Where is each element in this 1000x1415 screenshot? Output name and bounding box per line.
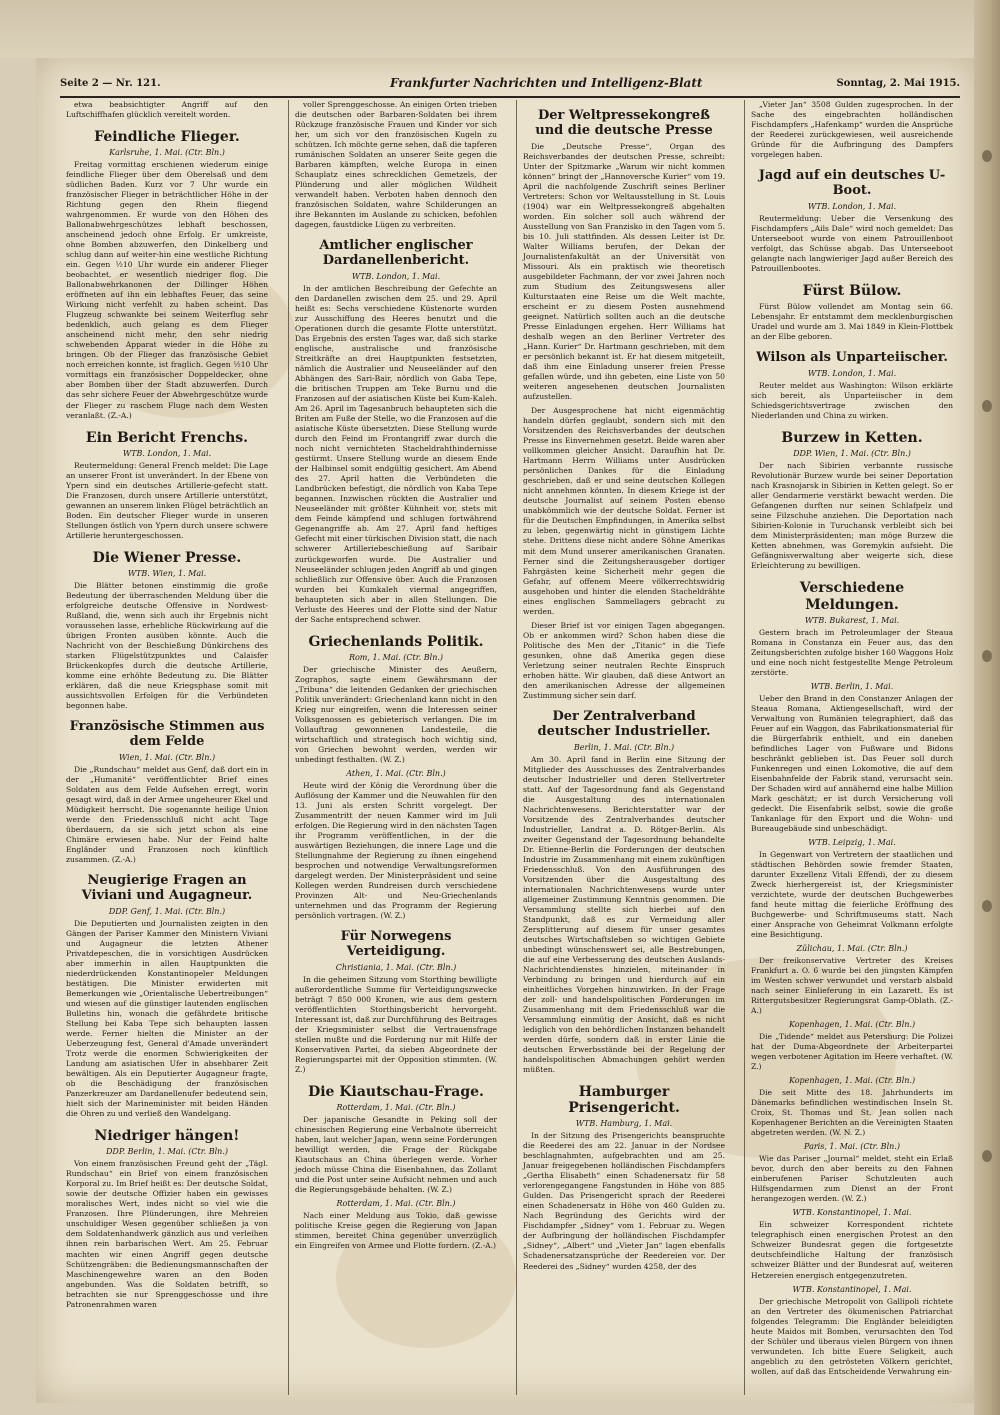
columns-container <box>60 100 960 1395</box>
article-dateline: Rom, 1. Mai. (Ctr. Bln.) <box>348 652 444 662</box>
article-paragraph: In der amtlichen Beschreibung der Gefechte an den Dardanellen zwischen dem 25. und 29. April heißt es: Sechs verschiedene Küstenorte wurden zur Ausschiffung des Heeres benutzt und die Operationen durch die gesamte Flotte unterstützt. Das Ergebnis des ersten Tages war, daß sich starke englische, australische und französische Streitkräfte an drei Hauptpunkten festsetzten, nämlich die Australier und Neuseeländer auf den Abhängen des Sari-Bair, nördlich von Gaba Tepe, die britischen Truppen am Teke Burnu und die Franzosen auf der asiatischen Küste bei Kum-Kaleh. Am 26. April im Tagesanbruch behaupteten sich die Briten am Fuße der Stelle, wo die Franzosen auf die asiatische Küste übersetzten. Diese Stellung wurde durch den Feind im Frontangriff zwar durch die noch nicht vernichteten Stacheldrahthindernisse gestürmt. Unsere Stellung wurde an diesem Ende der Halbinsel somit endgültig gesichert. Am Abend des 27. April hatten die Verbündeten die Landbrücken befestigt, die nördlich von Kaba Tepe begannen. Inzwischen rückten die Australier und Neuseeländer mit größter Kühnheit vor, stets mit dem Feinde kämpfend und schlugen fortwährend Gegenangriffe ab. Am 27. April fand heftiges Gefecht mit einer türkischen Division statt, die nach schwerer Artilleriebeschießung auf Saribair zurückgeworfen wurde. Die Australier und Neuseeländer schlugen jeden Angriff ab und gingen schließlich zur Offensive über. Auch die Franzosen wurden bei Kumkaleh viermal angegriffen, behaupteten sich aber in allen Stellungen. Die Verluste des Heeres und der Flotte sind der Natur der Sache entsprechend schwer. <box>295 284 497 624</box>
article-paragraph: In die geheimen Sitzung vom Storthing bewilligte außerordentliche Summe für Verteidigungszwecke beträgt 7 850 000 Kronen, wie aus dem gestern veröffentlichten Storthingsbericht hervorgeht. Interessant ist, daß zur Durchführung des Beitrages der Kriegsminister selbst die Vertrauensfrage stellen mußte und die Forderung nur mit Hilfe der Konservativen Partei, da sieben Abgeordnete der Regierungspartei mit der Opposition stimmten. (W. Z.) <box>295 974 497 1075</box>
article-dateline: WTB. Bukarest, 1. Mai. <box>804 615 900 625</box>
article-paragraph: Ueber den Brand in den Constanzer Anlagen der Steaua Romana, Aktiengesellschaft, wird der Verwaltung von Rumänien telegraphiert, daß das Feuer auf ein Waggon, das Fabrikationsmaterial für die Bürgerfabrik enthielt, und ein daneben befindliches Lager von Fußware und Bidons beschränkt geblieben ist. Das Feuer soll durch Funkenregen und einen Lokomotive, die auf dem Eisenbahnfelde der Fabrik stand, verursacht sein. Der Schaden wird auf annähernd eine halbe Million Mark geschätzt; er ist durch Versicherung voll gedeckt. Die Eisenfabrik selbst, sowie die große Tankanlage für den Export und die Wohn- und Bureaugebäude sind unbeschädigt. <box>751 693 953 833</box>
article-paragraph: Freitag vormittag erschienen wiederum einige feindliche Flieger über dem Oberelsaß und dem südlichen Baden. Kurz vor 7 Uhr wurde ein französischer Flieger in beträchtlicher Höhe in der Richtung gegen den Rhein fliegend wahrgenommen. Er wurde von den Höhen des Ballonabwehrgeschützes lebhaft beschossen, anscheinend jedoch ohne Erfolg. Er umkreiste, ohne Bomben abzuwerfen, den Dinkelberg und schlug dann auf weiter-hin eine westliche Richtung ein. Gegen ½10 Uhr wurde ein anderer Flieger beobachtet, er wesentlich niedriger flog. Die Ballonabwehrkanonen der Dillinger Höhen eröffneten auf ihn ein lebhaftes Feuer, das seine Wirkung nicht verfehlt zu haben scheint. Das Flugzeug schwankte bei seinem Weiterflug sehr bedenklich, auch gelang es dem Flieger anscheinend nicht mehr, den sehr niedrig schwebenden Apparat wieder in die Höhe zu bringen. Ob der Flieger das französische Gebiet noch erreichen konnte, ist fraglich. Gegen ½10 Uhr vormittags ein französischer Doppeldecker, ohne aber Bomben über der Stadt abzuwerfen. Durch das sehr sichere Feuer der Abwehrgeschütze wurde der Flieger zu raschem Fluge nach dem Westen veranlaßt. (Z.-A.) <box>66 160 268 420</box>
article <box>523 109 725 701</box>
article-paragraph: Der freikonservative Vertreter des Kreises Frankfurt a. O. 6 wurde bei den jüngsten Kämpfen im Westen schwer verwundet und verstarb alsbald nach seiner Einlieferung in ein Lazarett. Es ist Rittergutsbesitzer Regierungsrat Gamp-Oblath. (Z.-A.) <box>751 956 953 1016</box>
binding-edge <box>974 0 1000 1415</box>
article <box>295 930 497 1075</box>
article-headline: Der Zentralverband deutscher Industrieller. <box>537 708 711 739</box>
article <box>751 580 953 677</box>
article-dateline: Kopenhagen, 1. Mai. (Ctr. Bln.) <box>788 1020 916 1030</box>
article <box>751 430 953 571</box>
article-headline: Ein Bericht Frenchs. <box>85 429 249 446</box>
article <box>66 129 268 421</box>
article-paragraph: Fürst Bülow vollendet am Montag sein 66. Lebensjahr. Er entstammt dem mecklenburgischen Uradel und wurde am 3. Mai 1849 in Klein-Flottbek an der Elbe geboren. <box>751 302 953 342</box>
article-paragraph: In der Sitzung des Prisengerichts beanspruchte die Reederei des am 22. Januar in der Nordsee beschlagnahmten, aufgebrachten und am 25. Januar freigegebenen holländischen Fischdampfers „Gertha Elisabeth“ einen Schadenersatz für 58 verlorengegangene Fangstunden in Höhe von 885 Gulden. Das Prisengericht sprach der Reederei einen Schadenersatz in Höhe von 460 Gulden zu. Nach Begründung des Gerichts wird der Fischdampfer „Sidney“ vom 1. Februar zu. Wegen der Aufbringung der holländischen Fischdampfer „Sidney“, „Albert“ und „Vieter Jan“ lagen ebenfalls Schadenersatzansprüche der Reedereien vor. Der Reederei des „Sidney“ wurden 4258, der des <box>523 1131 725 1271</box>
article <box>66 874 268 1119</box>
article-dateline: WTB. Wien, 1. Mai. <box>127 568 207 578</box>
article-paragraph: Der nach Sibirien verbannte russische Revolutionär Burzew wurde bei seiner Deportation nach Krasnojarsk in Sibirien in Ketten gelegt. So er aller Gendarmerie verstärkt bewacht werden. Die Gefangenen durften nur seinen Schlafpelz und seine Filzschuhe anziehen. Die Deportation nach Sibirien-Kolonie in Turuchansk verbleibt sich bei dem Ministerpräsidenten; man möge Burzew die Ketten abnehmen, was Goremykin aufsieht. Die Gefängnisverwaltung aber weigerte sich, diese Erleichterung zu bewilligen. <box>751 461 953 571</box>
scan-top-margin <box>0 0 1000 58</box>
article-paragraph: Reuter meldet aus Washington: Wilson erklärte sich bereit, als Unparteiischer in dem Schiedsgerichtsvertrage zwischen den Niederlanden und China zu wirken. <box>751 381 953 421</box>
masthead <box>60 74 960 98</box>
article-headline: Griechenlands Politik. <box>308 633 484 650</box>
article <box>751 283 953 342</box>
article-paragraph: Am 30. April fand in Berlin eine Sitzung der Mitglieder des Ausschusses des Zentralverbandes deutscher Industrieller und deren Stellvertreter statt. Auf der Tagesordnung fand als Gegenstand die Ausgestaltung des internationalen Nachrichtenwesens. Berichterstatter war der Vorsitzende des Zentralverbandes deutscher Industrieller, Landrat a. D. Rötger-Berlin. Als zweiter Gegenstand der Tagesordnung behandelte Dr. Etienne-Berlin die Forderungen der deutschen Industrie im Zusammenhang mit einem zukünftigen Friedensschluß. Von den Ausführungen des Vorsitzenden über die Ausgestaltung des internationalen Nachrichtenwesens wurde unter allgemeiner Zustimmung Kenntnis genommen. Die Versammlung stellte sich hierbei auf den Standpunkt, daß es zur Vermeidung aller Zersplitterung auf diesem für unser gesamtes deutsches Wirtschaftsleben so wichtigen Gebiete unbedingt wünschenswert sei, alle Bestrebungen, die auf eine Verbesserung des deutschen Auslands-Nachrichtendienstes hinzielen, miteinander in Verbindung zu bringen und hierdurch auf ein einheitliches Vorgehen hinzuwirken. In der Frage der zoll- und handelspolitischen Forderungen im Zusammenhang mit dem Friedensschluß war die Versammlung einmütig der Ansicht, daß es nicht lediglich von den behördlichen Instanzen behandelt werden dürfe, sondern daß in erster Linie die deutschen Erwerbsstände bei der Regelung der handelspolitischen Abmachungen gehört werden müßten. <box>523 754 725 1075</box>
article-dateline: Zülichau, 1. Mai. (Ctr. Bln.) <box>796 944 908 954</box>
article <box>751 1285 953 1377</box>
article-headline: Der Weltpressekongreß und die deutsche Presse <box>535 108 713 138</box>
article-paragraph: Wie das Pariser „Journal“ meldet, steht ein Erlaß bevor, durch den aber bereits zu den Fahnen einberufenen Pariser Schutzleuten auch Hilfsgendarmen zum Dienst an der Front herangezogen werden. (W. Z.) <box>751 1154 953 1204</box>
article <box>295 634 497 765</box>
article-paragraph: „Vieter Jan“ 3508 Gulden zugesprochen. In der Sache des eingebrachten holländischen Fischdampfers „Hafenkamp“ wurden die Ansprüche der Reederei zurückgewiesen, weil ausreichende Gründe für die Aufbringung des Dampfers vorgelegen haben. <box>751 100 953 160</box>
article <box>751 1020 953 1072</box>
article-dateline: WTB. London, 1. Mai. <box>351 272 441 282</box>
article <box>295 100 497 230</box>
article-paragraph: voller Sprenggeschosse. An einigen Orten trieben die deutschen oder Barbaren-Soldaten bei ihrem Rückzuge französische Frauen und Kinder vor sich her, um sich vor den französischen Kugeln zu schützen. Ich möchte gerne sehen, daß die tapferen rumänischen Soldaten an unserer Seite gegen die Barbaren kämpften, welche Europa in einen Schauplatz eines schrecklichen Gemetzels, der Plünderung und aller möglichen Wildheit verwandelt haben. Verboten haben dennoch den französischen Soldaten, wahre Schilderungen an ihre Bekannten im Auslande zu schicken, befohlen dagegen, faustdicke Lügen zu verbreiten. <box>295 100 497 230</box>
article-paragraph: Reutermeldung: General French meldet: Die Lage an unserer Front ist unverändert. In der Ebene von Ypern sind ein deutsches Artillerie-gefecht statt. Die Franzosen, durch unsere Artillerie unterstützt, gewannen an unserem linken Flügel beträchtlich an Boden. Ein deutscher Flieger wurde in unseren Stellungen östlich von Ypern durch unsere schwere Artillerie heruntergeschossen. <box>66 460 268 540</box>
article-headline: Französische Stimmen aus dem Felde <box>69 719 265 749</box>
article-dateline: DDP. Genf, 1. Mai. (Ctr. Bln.) <box>108 906 226 916</box>
article <box>66 100 268 120</box>
article <box>751 351 953 421</box>
article-paragraph: Der Ausgesprochene hat nicht eigenmächtig handeln dürfen geglaubt, sondern sich mit den Vorsitzenden des Reichsverbandes der deutschen Presse ins Einvernehmen gesetzt. Beide waren aber vollkommen gleicher Ansicht. Daraufhin hat Dr. Hartmann Herrn Williams unter Ausdrücken persönlichen Dankes für die Einladung geschrieben, daß er und seine deutschen Kollegen nicht annehmen könnten. In diesem Kriege ist der deutsche Journalist auf seinem Posten ebenso unabkömmlich wie der deutsche Soldat. Ferner ist für die Deutschen Empfindungen, in Amerika selbst zu leben, gegenwärtig nicht in günstigem Lichte stehe. Drittens diese nicht andere Söhne Amerikas mit dem Mund unserer amerikanischen Granaten. Ferner sind die Zeitungsherausgeber dortiger Fahrgästen keine Sicherheit mehr gegen die Gefahr, auf offenem Meere völkerrechtswidrig ausgehoben und hinter die elenden Stacheldrähte eines englischen Sammellagers gebracht zu werden. <box>523 406 725 616</box>
article-headline: Niedriger hängen! <box>94 1128 240 1145</box>
article-headline: Verschiedene Meldungen. <box>799 580 905 613</box>
article-paragraph: Die Blätter betonen einstimmig die große Bedeutung der überraschenden Meldung über die erfolgreiche deutsche Offensive in Nordwest-Rußland, die, wenn sich auch ihr Ergebnis nicht voraussehen lasse, erhebliche Rückwirkung auf die übrigen Fronten ausüben könnte. Auch die Nachricht von der Beschießung Dünkirchens des starken Flügelstützpunktes und Calaisfer Brückenkopfes durch die deutsche Artillerie, komme eine erhöhte Bedeutung zu. Die Blätter erklären, daß die neue Kriegsphase somit mit aussichtsvollen Erfolgen für die Verbündeten begonnen habe. <box>66 580 268 711</box>
article <box>751 838 953 940</box>
article <box>751 1208 953 1280</box>
page-number: Seite 2 — Nr. 121. <box>60 78 161 89</box>
article-paragraph: Die „Deutsche Presse“, Organ des Reichsverbandes der deutschen Presse, schreibt: Unter der Spitzmarke „Warum wir nicht kommen können“ bringt der „Hannoversche Kurier“ vom 19. April die nachfolgende Zuschrift seines Berliner Vertreters: Schon vor Weltausstellung in St. Louis (1904) war ein Weltpressekongreß abgehalten worden. Ein solcher soll auch während der Ausstellung von San Franzisko in den Tagen vom 5. bis 10. Juli stattfinden. Als dessen Leiter ist Dr. Walter Williams berufen, der Dekan der Journalistenfakultät an der Universität von Missouri. Als ein praktisch wie theoretisch ausgebildeter Fachmann, der vor zwei Jahren noch zum Studium des Zeitungswesens aller Kulturstaaten eine Reise um die Welt machte, erscheint er zu diesem Posten ausnehmend geeignet. Natürlich sollten auch an die deutsche Presse Einladungen ergehen. Herr Williams hat deshalb wegen an den Berliner Vertreter des „Hann. Kurier“ Dr. Hartmann geschrieben, mit dem er persönlich bekannt ist. Er hat diesem mitgeteilt, daß ihm eine Einladung unserer freien Presse gefallen würde, und ihn gebeten, eine Liste von 50 weiteren angesehenen deutschen Journalisten aufzustellen. <box>523 141 725 402</box>
article-headline: Amtlicher englischer Dardanellenbericht. <box>319 238 473 269</box>
article <box>751 100 953 160</box>
article <box>295 1199 497 1251</box>
article-headline: Die Kiautschau-Frage. <box>308 1084 484 1101</box>
article-dateline: WTB. Berlin, 1. Mai. <box>810 681 894 691</box>
article-paragraph: Die „Tidende“ meldet aus Petersburg: Die Polizei hat der Duma-Abgeordnete der Arbeiterpartei wegen verbotener Agitation im Heere verhaftet. (W. Z.) <box>751 1032 953 1072</box>
article-paragraph: Die seit Mitte des 18. Jahrhunderts im Dänemarks befindlichen westindischen Inseln St. Croix, St. Thomas und St. Jean sollen nach Kopenhagener Berichten an die Vereinigten Staaten abgetreten werden. (W. N. Z.) <box>751 1088 953 1138</box>
article-dateline: Kopenhagen, 1. Mai. (Ctr. Bln.) <box>788 1076 916 1086</box>
article-dateline: DDP. Wien, 1. Mai. (Ctr. Bln.) <box>793 449 911 459</box>
article-headline: Hamburger Prisengericht. <box>568 1084 680 1117</box>
column-1 <box>60 100 274 1395</box>
article-headline: Jagd auf ein deutsches U-Boot. <box>758 168 946 199</box>
article-headline: Burzew in Ketten. <box>781 430 923 447</box>
article-dateline: Karlsruhe, 1. Mai. (Ctr. Bln.) <box>109 148 225 158</box>
article-dateline: Rotterdam, 1. Mai. (Ctr. Bln.) <box>336 1103 456 1113</box>
article <box>751 169 953 274</box>
article-paragraph: Nach einer Meldung aus Tokio, daß gewisse politische Kreise gegen die Regierung von Japan stimmen, bereitet China gegenüber unverzüglich ein Eingreifen von Armee und Flotte fordern. (Z.-A.) <box>295 1211 497 1251</box>
article <box>295 239 497 624</box>
article-paragraph: Der griechische Metropolit von Gallipoli richtete an den Vertreter des ökumenischen Patriarchat folgendes Telegramm: Die Engländer beleidigten heute Maidos mit Bomben, verursachten den Tod der Schüler und überaus vielen Bürgern von ihnen verwundeten. Ich bitte Euere Seligkeit, auch angeblich zu den getrösteten Völkern gerichtet, wollen, auf daß das Entscheidende Verwahrung ein- <box>751 1296 953 1376</box>
article-dateline: Rotterdam, 1. Mai. (Ctr. Bln.) <box>336 1199 456 1209</box>
article <box>751 944 953 1016</box>
article <box>295 769 497 921</box>
newspaper-page <box>36 58 976 1403</box>
article-dateline: Berlin, 1. Mai. (Ctr. Bln.) <box>573 742 675 752</box>
article-dateline: WTB. London, 1. Mai. <box>122 448 212 458</box>
article-paragraph: Dieser Brief ist vor einigen Tagen abgegangen. Ob er ankommen wird? Schon haben diese die Politische des Men der „Titanic“ in die Tiefe gesunken, ohne daß Amerika gegen diese Verletzung seiner neutralen Rechte Einspruch erhoben hätte. Wir glauben, daß diese Antwort an den amerikanischen Adresse der allgemeinen Zustimmung sicher sein darf. <box>523 620 725 700</box>
article-headline: Fürst Bülow. <box>802 283 902 300</box>
article <box>295 1084 497 1195</box>
article-paragraph: In Gegenwart von Vertretern der staatlichen und städtischen Behörden sowie fremder Staaten, darunter Exzellenz Vitali Effendi, der zu diesem Zweck hierhergereist ist, der Kriegsminister verzichtete, wurde der deutschen Buchgewerbes fand heute mittag die feierliche Eröffnung des Buchgewerbe- und Schriftmuseums statt. Nach einer Ansprache von Geheimrat Volkmann erfolgte eine Besichtigung. <box>751 849 953 940</box>
article-headline: Neugierige Fragen an Viviani und Augagneur. <box>81 873 253 904</box>
article-dateline: WTB. Hamburg, 1. Mai. <box>575 1119 673 1129</box>
article-headline: Feindliche Flieger. <box>94 129 240 146</box>
article-paragraph: Reutermeldung: Ueber die Versenkung des Fischdampfers „Ails Dale“ wird noch gemeldet: Das Unterseeboot wurde von einem Patrouillenboot verfolgt, das Schüsse abgab. Das Unterseeboot gelangte nach langwieriger Jagd außer Bereich des Patrouillenbootes. <box>751 213 953 274</box>
article <box>66 720 268 865</box>
article <box>66 430 268 541</box>
article-headline: Die Wiener Presse. <box>92 549 242 566</box>
article <box>751 1142 953 1204</box>
article-paragraph: Die „Rundschau“ meldet aus Genf, daß dort ein in der „Humanité“ veröffentlichter Brief eines Soldaten aus dem Felde Aufsehen erregt, worin gesagt wird, daß in der Armee ungeheurer Ekel und Müdigkeit herrscht. Die sogenannte heilige Union werde den Friedensschluß nicht acht Tage überdauern, da sie sich jetzt schon als eine Chimäre erwiesen habe. Nur der Feind halte Engländer und Franzosen noch künftlich zusammen. (Z.-A.) <box>66 764 268 865</box>
article-paragraph: Von einem französischen Freund geht der „Tägl. Rundschau“ ein Brief von einem französischen Korporal zu. Im Brief heißt es: Der deutsche Soldat, sowie der deutsche Offizier haben ein gewisses moralisches Wert, indes nicht so viel wie die Franzosen. Ihre Plünderungen, ihre Mehreien unschuldiger Wesen gegenüber schließen ja von dem Soldatenhandwerk gänzlich aus und verleihen ihnen rein barbarischen Wert. Am 25. Februar machten wir einen Angriff gegen deutsche Schützengräben: die Bedienungsmannschaften der Maschinengewehre waren an den Boden angebunden. Was die Soldaten betrifft, so betrachten sie nur Sprenggeschosse und ihre Patronenrahmen waren <box>66 1159 268 1309</box>
article <box>66 1128 268 1309</box>
article-dateline: WTB. Konstantinopel, 1. Mai. <box>792 1284 912 1294</box>
article <box>66 550 268 711</box>
article <box>751 682 953 834</box>
article-paragraph: etwa beabsichtigter Angriff auf den Luftschiffhafen glücklich vereitelt worden. <box>66 100 268 120</box>
newspaper-title: Frankfurter Nachrichten und Intelligenz-Blatt <box>390 76 703 90</box>
article-dateline: DDP. Berlin, 1. Mai. (Ctr. Bln.) <box>106 1147 228 1157</box>
article-paragraph: Die Deputierten und Journalisten zeigten in den Gängen der Pariser Kammer den Ministern Viviani und Augagneur die letzten Athener Privatdepeschen, die in vorsichtigen Ausdrücken aber immerhin in allen Hauptpunkten die niederdrückenden Konstantinopeler Meldungen bestätigen. Die Minister erwiderten mit Bemerkungen wie „Orientalische Uebertreibungen“ und wiesen auf die günstiger lautenden englischen Bulletins hin, wonach die gefährdete britische Stellung bei Kaba Tepe sich behaupten lassen werde. Ferner hielten die Minister an der Ueberzeugung fest, General d'Amade unverändert Trotz werde die enormen Schwierigkeiten der Landung am asiatischen Ufer in absehbarer Zeit bewältigen. Als ein Deputierter Augagneur fragte, ob die Beschädigung der französischen Panzerkreuzer am Dardanellenufer bedeutend sein, hielt sich der Marineminister mit beiden Händen die Ohren zu und verließ den Wandelgang. <box>66 918 268 1119</box>
article <box>523 1084 725 1271</box>
article-dateline: Athen, 1. Mai. (Ctr. Bln.) <box>346 768 446 778</box>
column-3 <box>516 100 731 1395</box>
article-paragraph: Gestern brach im Petroleumlager der Steaua Romana in Constanza ein Feuer aus, das den Zeitungsberichten zufolge bisher 160 Waggons Holz und eine noch nicht festgestellte Menge Petroleum zerstörte. <box>751 627 953 677</box>
article-dateline: WTB. Leipzig, 1. Mai. <box>808 837 896 847</box>
article-paragraph: Der griechische Minister des Aeußern, Zographos, sagte einem Gewährsmann der „Tribuna“ die leitenden Gedanken der griechischen Politik unverändert: Griechenland kann nicht in den Krieg nur eingreifen, wenn die Interessen seiner Volksgenossen es gebieterisch verlangen. Die im Vollauftrag gewonnenen Landesteile, die wirtschaftlich und strategisch hoch wichtig sind, von Griechen bewohnt werden, werden wir unbedingt festhalten. (W. Z.) <box>295 664 497 764</box>
column-4 <box>744 100 959 1395</box>
article-paragraph: Heute wird der König die Verordnung über die Auflösung der Kammer und die Neuwahlen für den 13. Juni als ersten Schritt vorgelegt. Der Zusammentritt der neuen Kammer wird im Juli erfolgen. Die Regierung wird in den nächsten Tagen ihr Programm veröffentlichen, in der die auswärtigen Beziehungen, die innere Lage und die Stellungnahme der Regierung zu ihnen eingehend besprochen und notwendige Verwaltungsreformen dargelegt werden. Der Ministerpräsident und seine Kollegen werden Rundreisen durch verschiedene Provinzen Alt- und Neu-Griechenlands unternehmen und das Programm der Regierung persönlich vortragen. (W. Z.) <box>295 780 497 921</box>
issue-date: Sonntag, 2. Mai 1915. <box>836 78 960 89</box>
article-paragraph: Der japanische Gesandte in Peking soll der chinesischen Regierung eine Verbalnote überreicht haben, laut welcher Japan, wenn seine Forderungen bewilligt werden, die Frage der Rückgabe Kiautschaus an China überlegen werde. Vorher jedoch müsse China die Eisenbahnen, das Zollamt und die Post unter seine Aufsicht nehmen und auch die Regierungsgebäude behalten. (W. Z.) <box>295 1115 497 1195</box>
article-dateline: Wien, 1. Mai. (Ctr. Bln.) <box>118 752 216 762</box>
article-dateline: Paris, 1. Mai. (Ctr. Bln.) <box>804 1142 900 1152</box>
article-headline: Für Norwegens Verteidigung. <box>340 929 452 960</box>
article-paragraph: Ein schweizer Korrespondent richtete telegraphisch einen energischen Protest an den Schweizer Bundesrat gegen die fortgesetzte deutschfeindliche Haltung der französisch schweizer Blätter und der Bundesrat auf, weiteren Hetzereien energisch entgegenzutreten. <box>751 1220 953 1280</box>
article <box>751 1076 953 1138</box>
article-dateline: WTB. London, 1. Mai. <box>807 369 897 379</box>
article <box>523 710 725 1075</box>
column-2 <box>288 100 503 1395</box>
article-dateline: WTB. Konstantinopel, 1. Mai. <box>792 1208 912 1218</box>
article-dateline: Christiania, 1. Mai. (Ctr. Bln.) <box>335 962 457 972</box>
article-dateline: WTB. London, 1. Mai. <box>807 201 897 211</box>
article-headline: Wilson als Unparteiischer. <box>756 350 948 366</box>
